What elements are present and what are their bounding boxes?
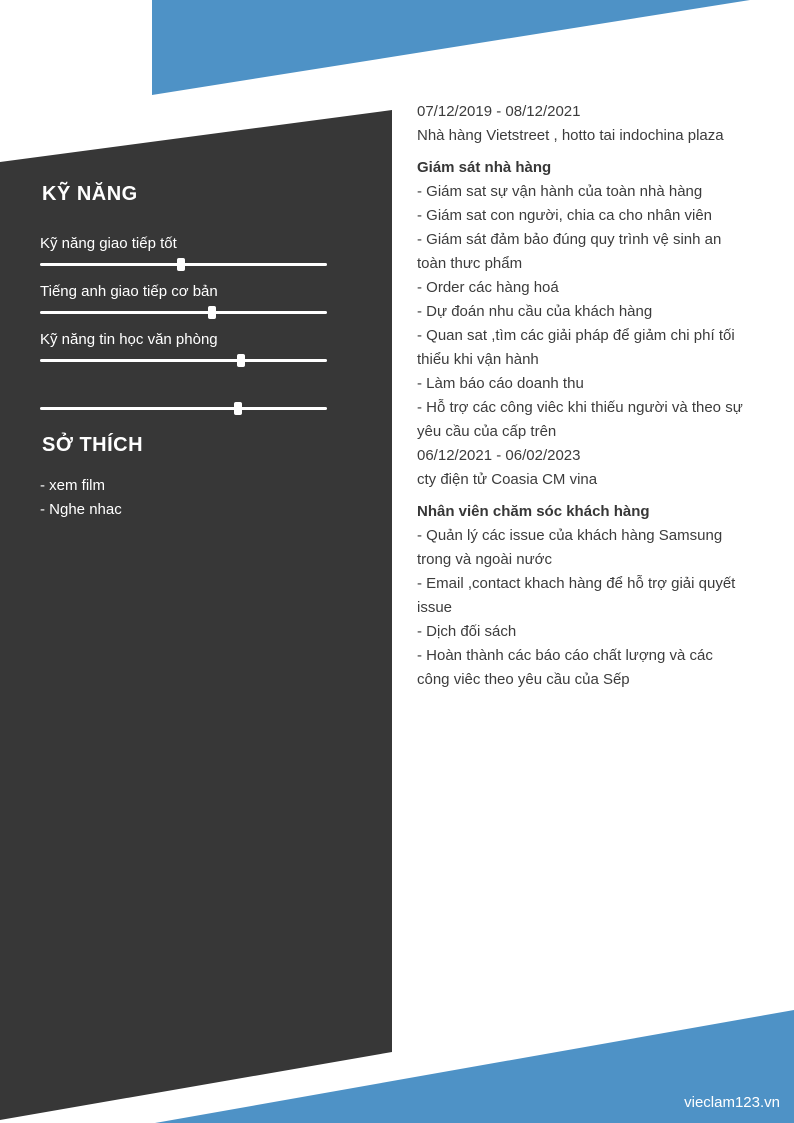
experience-line: - Hoàn thành các báo cáo chất lượng và các	[417, 647, 713, 664]
job-title-line: Giám sát nhà hàng	[417, 159, 552, 176]
skill-slider-handle	[177, 258, 185, 271]
skills-section-title: KỸ NĂNG	[42, 183, 138, 205]
experience-line: cty điện tử Coasia CM vina	[417, 471, 598, 488]
experience-line: - Giám sat sự vận hành của toàn nhà hàng	[417, 183, 703, 200]
experience-line: - Giám sát đảm bảo đúng quy trình vệ sinh an	[417, 231, 722, 248]
skill-label	[40, 377, 327, 399]
experience-line: - Làm báo cáo doanh thu	[417, 375, 584, 392]
skill-slider-handle	[234, 402, 242, 415]
experience-line: 07/12/2019 - 08/12/2021	[417, 103, 581, 120]
experience-line: thiểu khi vận hành	[417, 351, 539, 368]
watermark-text: vieclam123.vn	[684, 1094, 780, 1111]
skill-label: Tiếng anh giao tiếp cơ bản	[40, 283, 218, 300]
experience-line: Nhà hàng Vietstreet , hotto tai indochina plaza	[417, 127, 724, 144]
experience-line: - Email ,contact khach hàng để hỗ trợ giải quyết	[417, 575, 736, 592]
top-accent-shape	[0, 0, 794, 95]
skill-slider-handle	[237, 354, 245, 367]
experience-line: - Giám sat con người, chia ca cho nhân viên	[417, 207, 713, 224]
job-title-line: Nhân viên chăm sóc khách hàng	[417, 503, 650, 520]
hobbies-list	[40, 474, 122, 522]
experience-line: - Hỗ trợ các công viêc khi thiếu người và theo sự	[417, 399, 743, 416]
experience-line: 06/12/2021 - 06/02/2023	[417, 447, 581, 464]
skill-slider-track	[40, 311, 327, 314]
skills-list	[40, 233, 327, 425]
experience-line: - Dịch đối sách	[417, 623, 517, 640]
skill-slider-track	[40, 263, 327, 266]
skill-row	[40, 329, 327, 377]
skill-row	[40, 281, 327, 329]
skill-slider-handle	[208, 306, 216, 319]
hobbies-section-title: SỞ THÍCH	[42, 434, 144, 456]
skill-row	[40, 377, 327, 425]
skill-row	[40, 233, 327, 281]
experience-line: toàn thưc phẩm	[417, 255, 523, 272]
skill-label: Kỹ năng tin học văn phòng	[40, 331, 218, 348]
hobby-item: - Nghe nhac	[40, 501, 122, 518]
skill-label: Kỹ năng giao tiếp tốt	[40, 235, 177, 252]
experience-line: trong và ngoài nước	[417, 551, 552, 568]
hobby-item: - xem film	[40, 477, 105, 494]
experience-line: công viêc theo yêu cầu của Sếp	[417, 671, 630, 688]
skill-slider-track	[40, 407, 327, 410]
skill-slider-track	[40, 359, 327, 362]
experience-line: - Dự đoán nhu cầu của khách hàng	[417, 303, 653, 320]
experience-line: yêu cầu của cấp trên	[417, 423, 557, 440]
experience-line: - Quản lý các issue của khách hàng Samsung	[417, 527, 723, 544]
experience-line: issue	[417, 599, 453, 616]
experience-line: - Order các hàng hoá	[417, 279, 559, 296]
experience-section	[417, 100, 787, 692]
experience-line: - Quan sat ,tìm các giải pháp để giảm chi phí tối	[417, 327, 735, 344]
